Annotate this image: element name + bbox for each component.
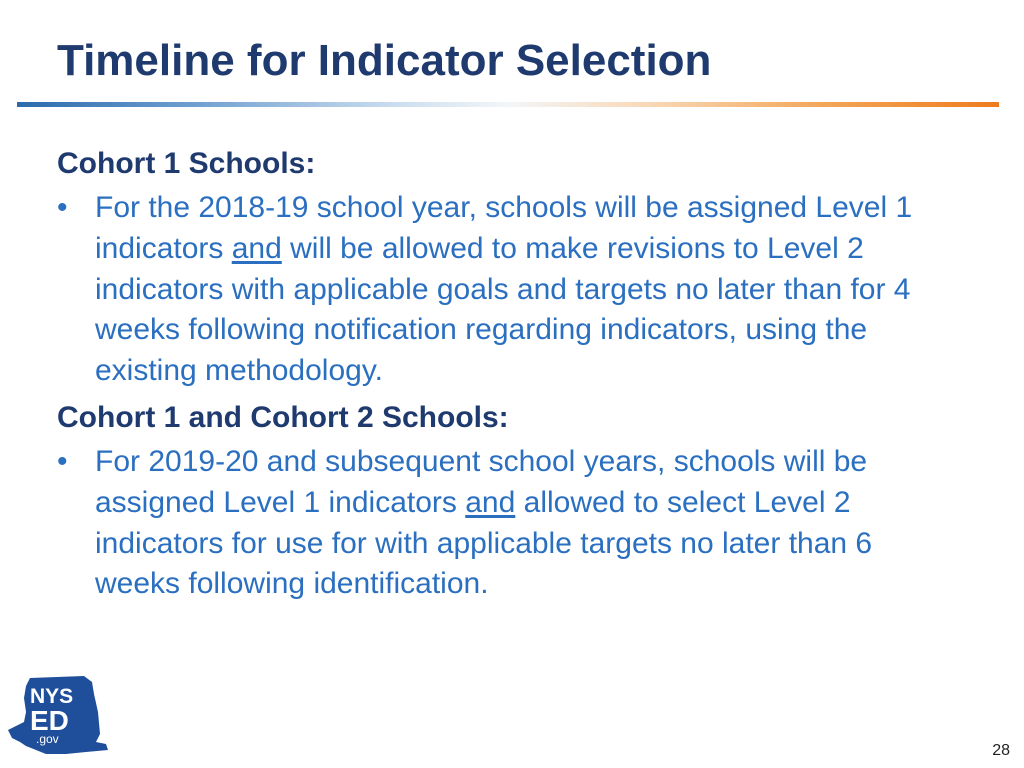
cohort1-bullet-item bbox=[57, 188, 957, 392]
nysed-logo bbox=[6, 672, 110, 758]
cohort1-heading: Cohort 1 Schools: bbox=[57, 147, 316, 180]
logo-gov-text: .gov bbox=[36, 732, 59, 746]
cohort1-and-2-bullet-text: For 2019-20 and subsequent school years, schools will be assigned Level 1 indicators and allowed to select Level 2 indicators for use for with applicable targets no later than 6 weeks following identification. bbox=[95, 444, 873, 601]
cohort1-and-2-bullet-item bbox=[57, 442, 957, 605]
bullet-icon: • bbox=[57, 191, 68, 224]
underlined-and: and bbox=[231, 231, 282, 265]
page-number: 28 bbox=[992, 742, 1010, 759]
cohort1-bullet-text: For the 2018-19 school year, schools will be assigned Level 1 indicators and will be allowed to make revisions to Level 2 indicators with applicable goals and targets no later than for 4 weeks following notification regarding indicators, using the existing methodology. bbox=[95, 191, 913, 388]
logo-nys-text: NYS bbox=[30, 685, 74, 708]
cohort1-and-2-heading: Cohort 1 and Cohort 2 Schools: bbox=[57, 400, 509, 434]
slide-body bbox=[57, 144, 957, 605]
bullet-icon: • bbox=[57, 444, 68, 478]
logo-ed-text: ED bbox=[30, 705, 69, 736]
slide-title: Timeline for Indicator Selection bbox=[57, 36, 712, 85]
title-divider bbox=[17, 102, 999, 107]
underlined-and: and bbox=[465, 485, 516, 519]
